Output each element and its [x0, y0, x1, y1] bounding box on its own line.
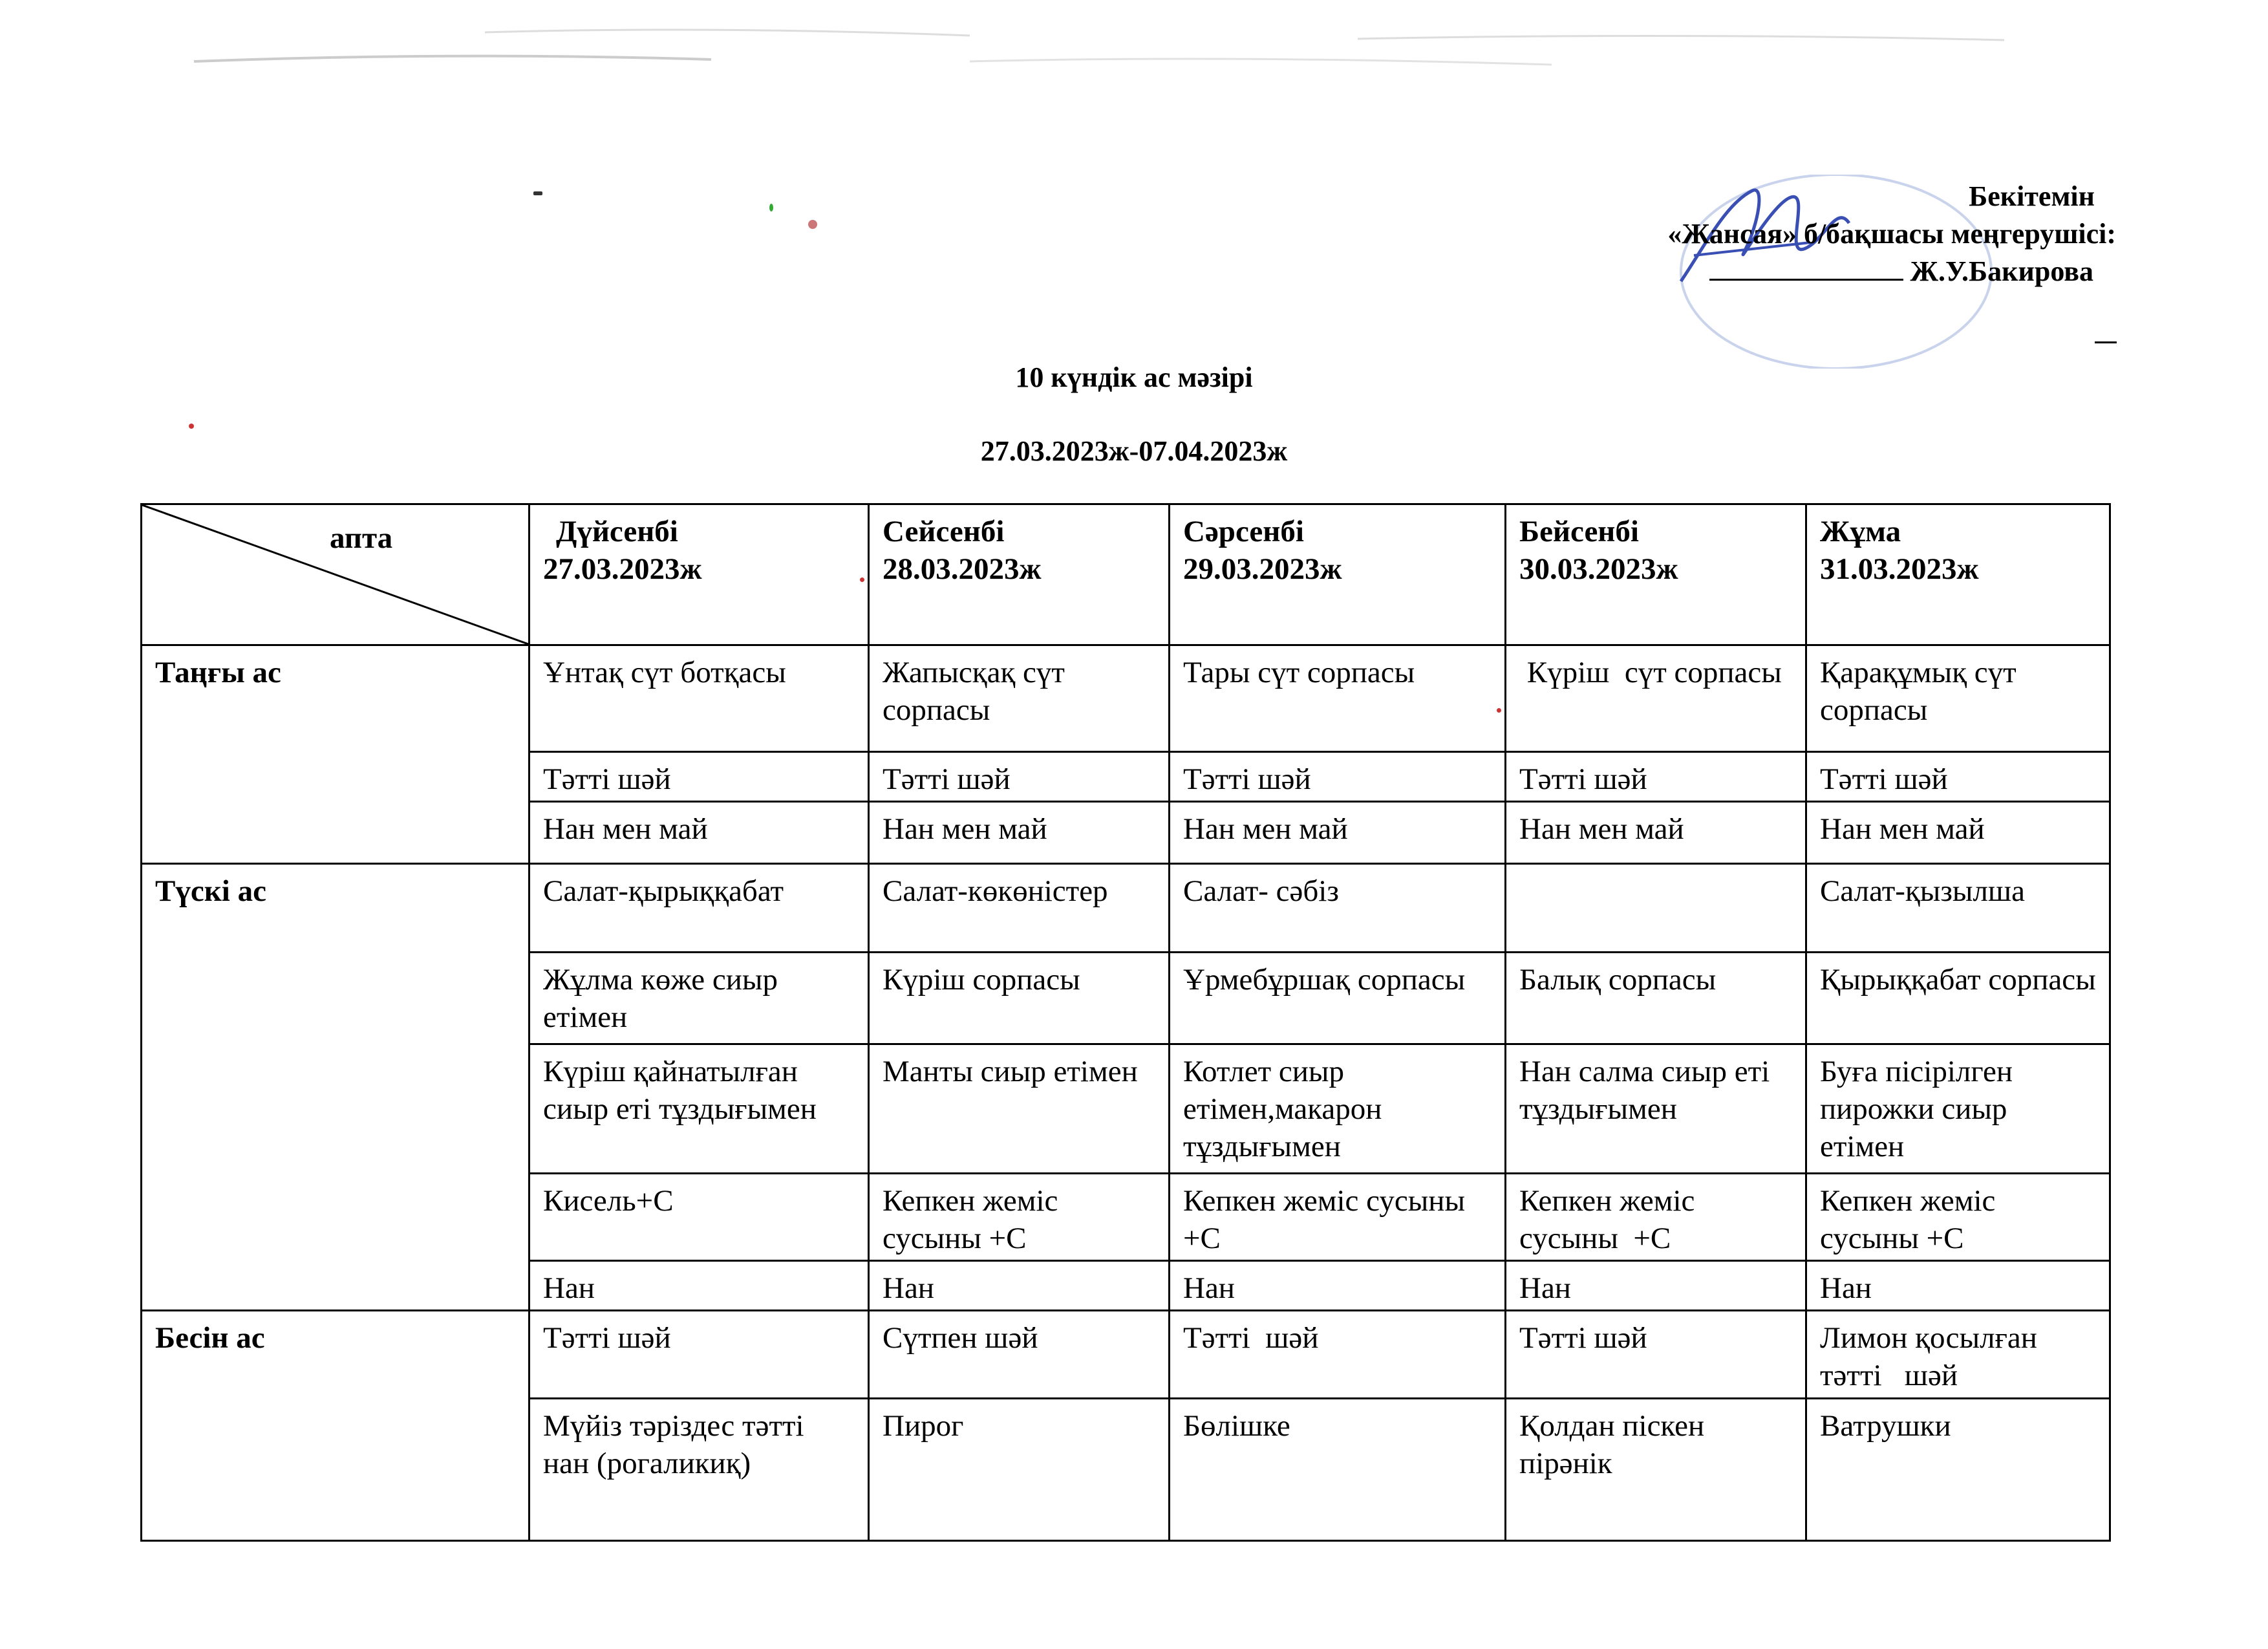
header-row — [142, 504, 2110, 645]
day-name: Бейсенбі — [1519, 515, 1639, 548]
menu-cell: Тәтті шәй — [1506, 752, 1806, 802]
menu-title: 10 күндік ас мәзірі — [1015, 361, 1253, 393]
menu-cell: Бөлішке — [1170, 1399, 1506, 1541]
menu-cell: Нан — [1170, 1261, 1506, 1311]
menu-cell: Нан салма сиыр еті тұздығымен — [1506, 1044, 1806, 1174]
table-row — [142, 864, 2110, 953]
day-name: Дүйсенбі — [556, 515, 678, 548]
day-name: Жұма — [1820, 515, 1901, 548]
menu-cell: Салат-қызылша — [1806, 864, 2110, 953]
day-date: 27.03.2023ж — [543, 552, 702, 586]
menu-cell: Кепкен жеміс сусыны +С — [1506, 1174, 1806, 1261]
week-label: апта — [330, 521, 393, 555]
approval-line-name — [1428, 253, 2268, 290]
day-date: 30.03.2023ж — [1519, 552, 1678, 586]
dash-mark — [2095, 341, 2117, 343]
meal-label-breakfast: Таңғы ас — [142, 645, 530, 864]
menu-cell: Тәтті шәй — [530, 752, 869, 802]
table-row — [142, 645, 2110, 752]
menu-cell: Жапысқақ сүт сорпасы — [869, 645, 1170, 752]
scan-speck — [769, 204, 773, 211]
menu-cell: Нан мен май — [530, 802, 869, 864]
table-row — [142, 1311, 2110, 1399]
menu-cell: Кепкен жеміс сусыны +С — [1170, 1174, 1506, 1261]
menu-cell: Котлет сиыр етімен,макарон тұздығымен — [1170, 1044, 1506, 1174]
day-name: Сейсенбі — [883, 515, 1005, 548]
day-header — [1170, 504, 1506, 645]
menu-cell: Жұлма көже сиыр етімен — [530, 953, 869, 1044]
menu-cell: Кепкен жеміс сусыны +С — [869, 1174, 1170, 1261]
day-name: Сәрсенбі — [1183, 515, 1304, 548]
menu-cell: Манты сиыр етімен — [869, 1044, 1170, 1174]
day-header — [869, 504, 1170, 645]
menu-cell: Тәтті шәй — [1506, 1311, 1806, 1399]
menu-cell: Қарақұмық сүт сорпасы — [1806, 645, 2110, 752]
menu-cell: Кепкен жеміс сусыны +С — [1806, 1174, 2110, 1261]
menu-cell: Салат-көкөністер — [869, 864, 1170, 953]
menu-period: 27.03.2023ж-07.04.2023ж — [980, 435, 1288, 467]
day-date: 29.03.2023ж — [1183, 552, 1342, 586]
menu-cell: Пирог — [869, 1399, 1170, 1541]
menu-cell: Нан мен май — [869, 802, 1170, 864]
day-header — [1506, 504, 1806, 645]
menu-cell: Буға пісірілген пирожки сиыр етімен — [1806, 1044, 2110, 1174]
menu-cell: Тәтті шәй — [530, 1311, 869, 1399]
day-header — [1806, 504, 2110, 645]
menu-cell: Тәтті шәй — [1170, 752, 1506, 802]
menu-cell — [1506, 864, 1806, 953]
menu-cell: Нан мен май — [1506, 802, 1806, 864]
meal-label-snack: Бесін ас — [142, 1311, 530, 1541]
menu-table — [140, 503, 2111, 1542]
day-date: 31.03.2023ж — [1820, 552, 1979, 586]
menu-cell: Балық сорпасы — [1506, 953, 1806, 1044]
approval-line-approve: Бекітемін — [1969, 180, 2095, 212]
menu-cell: Ұрмебұршақ сорпасы — [1170, 953, 1506, 1044]
corner-cell — [142, 504, 530, 645]
approval-line-position: «Жансая» б/бақшасы меңгерушісі: — [1667, 218, 2116, 250]
menu-cell: Тәтті шәй — [869, 752, 1170, 802]
day-header — [530, 504, 869, 645]
scan-speck — [189, 424, 194, 429]
menu-cell: Нан — [869, 1261, 1170, 1311]
menu-cell: Нан — [1806, 1261, 2110, 1311]
menu-cell: Салат-қырыққабат — [530, 864, 869, 953]
approval-block — [1428, 178, 2268, 290]
approver-name: Ж.У.Бакирова — [1910, 255, 2093, 287]
menu-cell: Қолдан піскен пірәнік — [1506, 1399, 1806, 1541]
menu-cell: Лимон қосылған тәтті шәй — [1806, 1311, 2110, 1399]
menu-cell: Нан — [1506, 1261, 1806, 1311]
scan-speck — [808, 220, 817, 229]
menu-cell: Күріш сорпасы — [869, 953, 1170, 1044]
meal-label-lunch: Түскі ас — [142, 864, 530, 1311]
menu-cell: Нан мен май — [1806, 802, 2110, 864]
menu-cell: Салат- сәбіз — [1170, 864, 1506, 953]
scan-speck — [533, 191, 542, 195]
day-date: 28.03.2023ж — [883, 552, 1042, 586]
menu-cell: Тәтті шәй — [1170, 1311, 1506, 1399]
menu-cell: Тәтті шәй — [1806, 752, 2110, 802]
menu-cell: Күріш қайнатылған сиыр еті тұздығымен — [530, 1044, 869, 1174]
menu-cell: Күріш сүт сорпасы — [1506, 645, 1806, 752]
menu-cell: Сүтпен шәй — [869, 1311, 1170, 1399]
signature-line — [1709, 253, 1903, 281]
menu-cell: Мүйіз тәріздес тәтті нан (рогаликиқ) — [530, 1399, 869, 1541]
menu-cell: Нан мен май — [1170, 802, 1506, 864]
menu-cell: Нан — [530, 1261, 869, 1311]
menu-cell: Ұнтақ сүт ботқасы — [530, 645, 869, 752]
menu-cell: Кисель+С — [530, 1174, 869, 1261]
scan-streaks — [0, 0, 2268, 129]
menu-cell: Ватрушки — [1806, 1399, 2110, 1541]
menu-cell: Тары сүт сорпасы — [1170, 645, 1506, 752]
menu-cell: Қырыққабат сорпасы — [1806, 953, 2110, 1044]
